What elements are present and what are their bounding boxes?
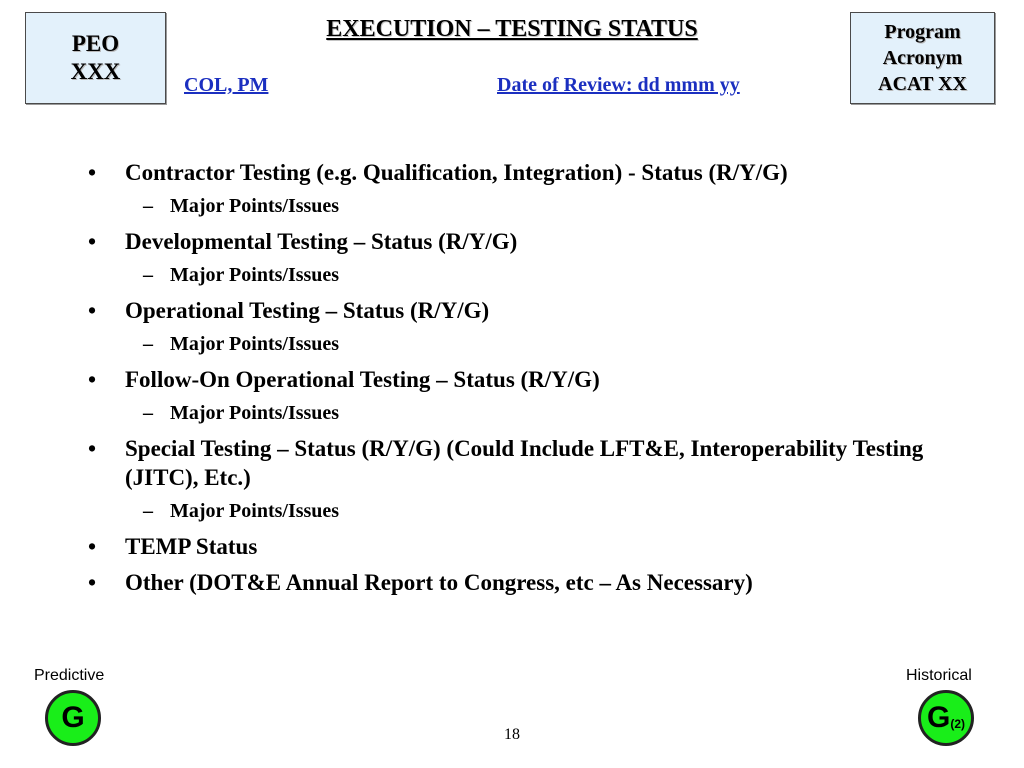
- sub-bullet-text: Major Points/Issues: [170, 195, 340, 217]
- col-pm-label: COL, PM: [184, 74, 269, 96]
- sub-bullet-marker: –: [143, 500, 153, 522]
- sub-bullet-text: Major Points/Issues: [170, 500, 340, 522]
- sub-bullet-marker: –: [143, 402, 153, 424]
- bullet-text: Other (DOT&E Annual Report to Congress, etc – As Necessary): [125, 570, 753, 595]
- date-of-review-label: Date of Review: dd mmm yy: [497, 74, 740, 96]
- predictive-label: Predictive: [34, 667, 105, 684]
- bullet-follow-on-testing: [88, 365, 988, 394]
- bullet-marker: •: [88, 298, 97, 323]
- peo-label: PEO: [71, 31, 120, 56]
- page-number: 18: [504, 726, 520, 743]
- predictive-rating-letter: G: [61, 701, 85, 734]
- bullet-text: TEMP Status: [125, 534, 258, 559]
- sub-bullet-marker: –: [143, 264, 153, 286]
- bullet-marker: •: [88, 160, 97, 185]
- sub-bullet-developmental-issues: [88, 261, 988, 289]
- bullet-marker: •: [88, 229, 97, 254]
- bullet-list: [88, 158, 988, 597]
- sub-bullet-special-issues: [88, 497, 988, 525]
- bullet-text: Operational Testing – Status (R/Y/G): [125, 298, 490, 323]
- bullet-temp-status: [88, 532, 988, 561]
- sub-bullet-contractor-issues: [88, 192, 988, 220]
- bullet-text: Special Testing – Status (R/Y/G) (Could Include LFT&E, Interoperability Testing (JITC), Etc.): [125, 436, 924, 490]
- sub-bullet-text: Major Points/Issues: [170, 264, 340, 286]
- bullet-developmental-testing: [88, 227, 988, 256]
- peo-code: XXX: [70, 59, 121, 84]
- bullet-marker: •: [88, 367, 97, 392]
- sub-bullet-marker: –: [143, 333, 153, 355]
- bullet-marker: •: [88, 436, 97, 461]
- bullet-special-testing: [88, 434, 988, 492]
- slide-title: EXECUTION – TESTING STATUS: [326, 16, 698, 42]
- bullet-operational-testing: [88, 296, 988, 325]
- program-acat: ACAT XX: [878, 73, 967, 95]
- historical-label: Historical: [906, 667, 972, 684]
- bullet-text: Follow-On Operational Testing – Status (R/Y/G): [125, 367, 600, 392]
- program-box: [850, 12, 995, 104]
- sub-bullet-text: Major Points/Issues: [170, 333, 340, 355]
- bullet-marker: •: [88, 534, 97, 559]
- sub-bullet-operational-issues: [88, 330, 988, 358]
- bullet-text: Developmental Testing – Status (R/Y/G): [125, 229, 518, 254]
- historical-rating-letter: G: [926, 701, 951, 734]
- program-acronym: Acronym: [882, 47, 963, 69]
- historical-rating-circle: [918, 690, 974, 746]
- sub-bullet-text: Major Points/Issues: [170, 402, 340, 424]
- bullet-text: Contractor Testing (e.g. Qualification, Integration) - Status (R/Y/G): [125, 160, 788, 185]
- bullet-contractor-testing: [88, 158, 988, 187]
- sub-bullet-follow-on-issues: [88, 399, 988, 427]
- sub-bullet-marker: –: [143, 195, 153, 217]
- bullet-other: [88, 568, 988, 597]
- bullet-marker: •: [88, 570, 97, 595]
- historical-rating-subscript: (2): [950, 717, 965, 731]
- program-label: Program: [884, 21, 961, 43]
